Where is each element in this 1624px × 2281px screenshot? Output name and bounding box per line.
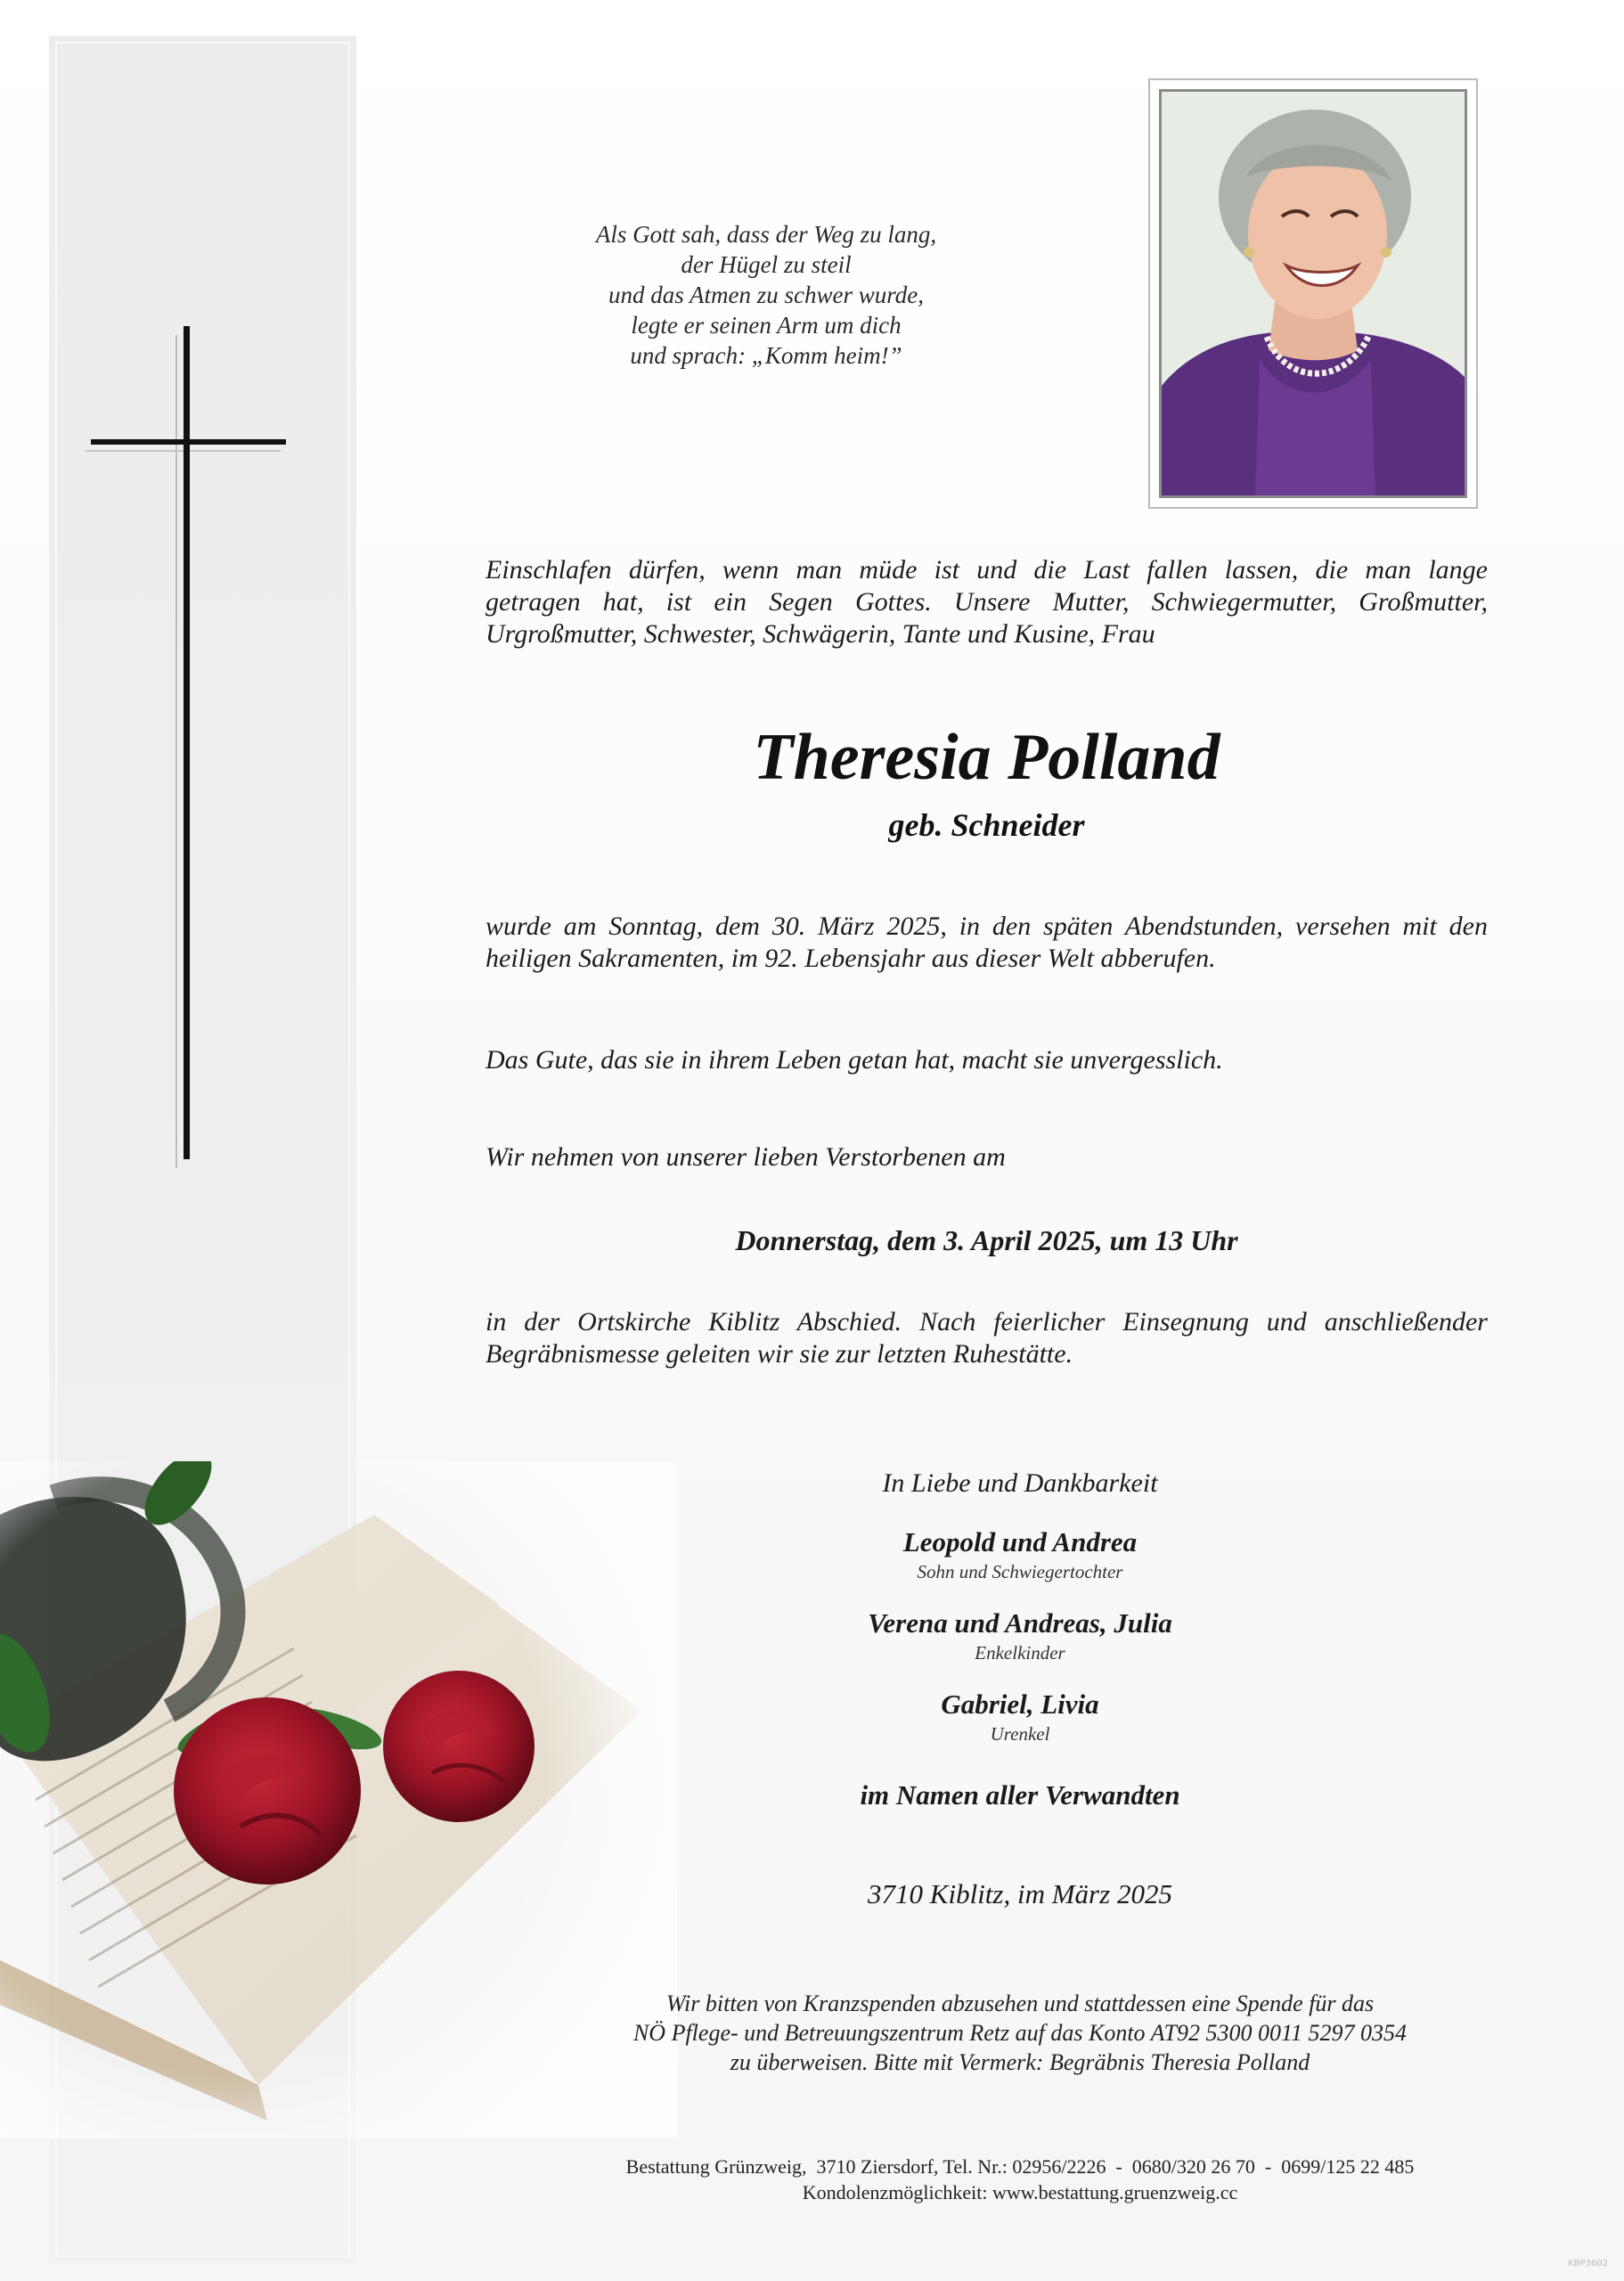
poem-line: der Hügel zu steil — [681, 251, 852, 278]
deceased-name: Theresia Polland — [753, 721, 1220, 794]
footer — [486, 2154, 1555, 2205]
cross-icon-crossbar — [91, 439, 286, 445]
death-notice-line: wurde am Sonntag, dem 30. März 2025, in den späten Abendstunden, versehen mit den — [486, 912, 1488, 941]
maiden-name: geb. Schneider — [888, 807, 1085, 843]
church-text — [486, 1306, 1488, 1370]
place-date: 3710 Kiblitz, im März 2025 — [868, 1878, 1172, 1909]
donation-line: NÖ Pflege- und Betreuungszentrum Retz auf das Konto AT92 5300 0011 5297 0354 — [632, 2020, 1408, 2046]
church-line: Begräbnismesse geleiten wir sie zur letzten Ruhestätte. — [486, 1339, 1073, 1369]
footer-condolence-link[interactable]: Kondolenzmöglichkeit: www.bestattung.gruenzweig.cc — [802, 2181, 1238, 2203]
church-line: in der Ortskirche Kiblitz Abschied. Nach feierlicher Einsegnung und anschließender — [486, 1307, 1488, 1337]
death-notice — [486, 911, 1488, 975]
intro-line: getragen hat, ist ein Segen Gottes. Unsere Mutter, Schwiegermutter, Großmutter, — [486, 587, 1488, 617]
cross-icon — [184, 326, 190, 1159]
portrait-photo — [1159, 89, 1467, 498]
footer-contact: Bestattung Grünzweig, 3710 Ziersdorf, Tel. Nr.: 02956/2226 - 0680/320 26 70 - 0699/125 22 485 — [625, 2155, 1415, 2178]
intro-line: Urgroßmutter, Schwester, Schwägerin, Tante und Kusine, Frau — [486, 619, 1155, 649]
family-member-relation: Sohn und Schwiegertochter — [917, 1561, 1123, 1582]
farewell-intro: Wir nehmen von unserer lieben Verstorbenen am — [486, 1142, 1006, 1172]
family-member-relation: Enkelkinder — [975, 1642, 1065, 1664]
donation-line: zu überweisen. Bitte mit Vermerk: Begräbnis Theresia Polland — [730, 2049, 1310, 2075]
family-member-names: Leopold und Andrea — [902, 1526, 1138, 1557]
cross-shadow — [175, 335, 177, 1168]
poem-line: und das Atmen zu schwer wurde, — [608, 282, 924, 308]
intro-text — [486, 554, 1488, 650]
poem-line: Als Gott sah, dass der Weg zu lang, — [595, 221, 937, 248]
poem — [535, 219, 998, 371]
family-member-names: Verena und Andreas, Julia — [868, 1607, 1172, 1639]
good-deeds-text: Das Gute, das sie in ihrem Leben getan hat, macht sie unvergesslich. — [486, 1045, 1223, 1075]
donation-line: Wir bitten von Kranzspenden abzusehen und stattdessen eine Spende für das — [665, 1991, 1375, 2016]
portrait-frame — [1148, 78, 1478, 509]
intro-line: Einschlafen dürfen, wenn man müde ist und die Last fallen lassen, die man lange — [486, 555, 1488, 585]
death-notice-line: heiligen Sakramenten, im 92. Lebensjahr aus dieser Welt abberufen. — [486, 944, 1216, 973]
family-member-relation: Urenkel — [990, 1723, 1050, 1745]
print-code: KBP3602 — [1568, 2259, 1608, 2269]
poem-line: und sprach: „Komm heim!” — [630, 342, 902, 369]
funeral-date: Donnerstag, dem 3. April 2025, um 13 Uhr — [735, 1224, 1238, 1256]
donation-request — [486, 1989, 1555, 2077]
all-relatives: im Namen aller Verwandten — [860, 1779, 1180, 1811]
poem-line: legte er seinen Arm um dich — [631, 312, 902, 339]
family-member-names: Gabriel, Livia — [941, 1688, 1099, 1720]
closing-phrase: In Liebe und Dankbarkeit — [882, 1468, 1158, 1498]
